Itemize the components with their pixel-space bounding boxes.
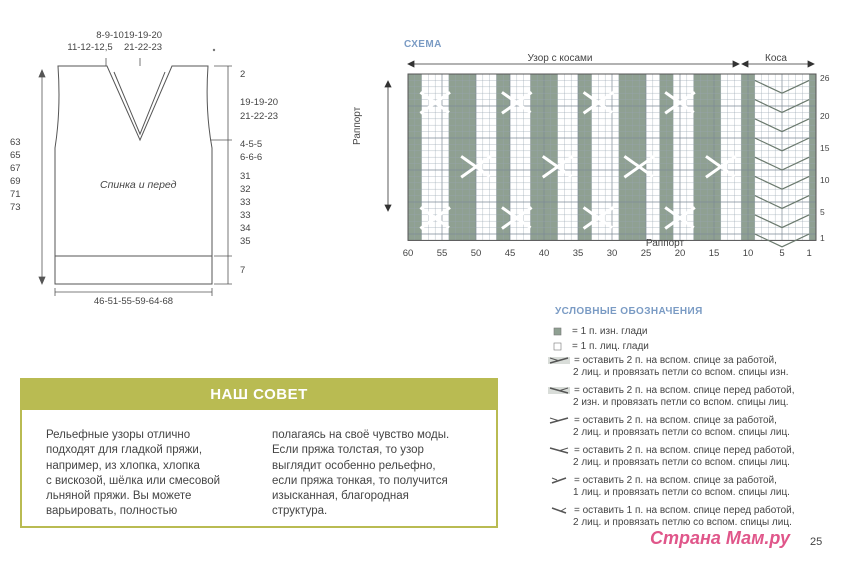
legend-item-cable-2: = оставить 2 п. на вспом. спице перед работой, 2 изн. и провязать петли со вспом. спицы лиц. (548, 385, 795, 409)
bottom-tick-55: 55 (436, 248, 448, 260)
cable-right-knit-icon (548, 416, 570, 425)
bottom-tick-1: 1 (806, 248, 812, 260)
advice-box (20, 378, 498, 528)
vest-right-label-3a: 4-5-5 (240, 139, 263, 150)
right-tick-1: 1 (820, 233, 825, 243)
bottom-tick-45: 45 (504, 248, 516, 260)
vest-top-label-a1: 8-9-10 (96, 30, 124, 41)
cable-small-right-icon (548, 476, 570, 485)
bottom-tick-5: 5 (779, 248, 785, 260)
watermark: Страна Мам.ру (650, 528, 790, 548)
cable-small-left-icon (548, 506, 570, 515)
right-tick-15: 15 (820, 143, 830, 154)
vest-top-label-b2: 21-22-23 (123, 42, 163, 53)
bottom-tick-50: 50 (470, 248, 482, 260)
bottom-tick-15: 15 (708, 248, 720, 260)
bottom-rapport-label: Раппорт (645, 238, 685, 249)
vest-top-label-a2: 11-12-12,5 (67, 42, 113, 53)
legend-item-cable-1: = оставить 2 п. на вспом. спице за работой, 2 лиц. и провязать петли со вспом. спицы изн. (548, 355, 789, 379)
legend-item-cable-6: = оставить 1 п. на вспом. спице перед работой, 2 лиц. и провязать петлю со вспом. спицы лиц. (548, 505, 795, 529)
advice-title: НАШ СОВЕТ (210, 386, 308, 403)
legend-item-purl: = 1 п. изн. глади (548, 326, 647, 338)
pattern-header: Узор с косами (527, 53, 593, 64)
advice-header (22, 380, 496, 410)
vest-right-label-3b: 6-6-6 (240, 152, 263, 163)
bottom-tick-25: 25 (640, 248, 652, 260)
legend-item-cable-3: = оставить 2 п. на вспом. спице за работой, 2 лиц. и провязать петли со вспом. спицы лиц. (548, 415, 790, 439)
bottom-tick-40: 40 (538, 248, 550, 260)
vest-body-label: Спинка и перед (100, 179, 177, 191)
vest-right-label-2a: 19-19-20 (240, 97, 279, 108)
vest-width-label: 46-51-55-59-64-68 (93, 296, 174, 307)
advice-column-1: Рельефные узоры отлично подходят для гладкой пряжи, например, из хлопка, хлопка с вискозой, шёлка или смесовой льняной пряжи. Вы можете варьировать, полностью (46, 429, 221, 518)
bottom-tick-20: 20 (674, 248, 686, 260)
cable-left-icon (548, 386, 570, 395)
legend-title: УСЛОВНЫЕ ОБОЗНАЧЕНИЯ (555, 306, 703, 317)
bottom-tick-10: 10 (742, 248, 754, 260)
neckline-inner (114, 72, 165, 134)
bottom-tick-30: 30 (606, 248, 618, 260)
bottom-tick-60: 60 (402, 248, 414, 260)
right-tick-26: 26 (820, 73, 830, 83)
legend-item-knit: = 1 п. лиц. глади (548, 341, 649, 353)
vest-right-sizes: 31 32 33 33 34 35 (240, 171, 251, 247)
legend-item-cable-5: = оставить 2 п. на вспом. спице за работой, 1 лиц. и провязать петли со вспом. спицы лиц. (548, 475, 790, 499)
cable-right-icon (548, 356, 570, 365)
right-tick-5: 5 (820, 207, 825, 218)
braid-header: Коса (765, 53, 787, 64)
vest-right-label-2b: 21-22-23 (240, 111, 279, 122)
vest-outline (55, 66, 212, 284)
vest-length-sizes: 63 65 67 69 71 73 (10, 137, 21, 213)
page-number: 25 (810, 536, 823, 548)
vest-top-label-b1: 19-19-20 (123, 30, 163, 41)
cable-left-knit-icon (548, 446, 570, 455)
left-rapport-label: Раппорт (352, 106, 363, 145)
bottom-tick-35: 35 (572, 248, 584, 260)
vest-right-label-1: 2 (240, 69, 246, 80)
purl-swatch-icon (548, 327, 568, 336)
scheme-title: СХЕМА (404, 39, 442, 50)
right-tick-10: 10 (820, 175, 830, 186)
legend-item-cable-4: = оставить 2 п. на вспом. спице перед работой, 2 лиц. и провязать петли со вспом. спицы лиц. (548, 445, 795, 469)
knitting-chart (372, 46, 832, 260)
right-tick-20: 20 (820, 111, 830, 122)
vest-right-label-5: 7 (240, 265, 246, 276)
advice-column-2: полагаясь на своё чувство моды. Если пряжа толстая, то узор выглядит особенно рельефно, если пряжа тонкая, то получится изысканная, благородная структура. (272, 429, 450, 518)
knit-swatch-icon (548, 342, 568, 351)
